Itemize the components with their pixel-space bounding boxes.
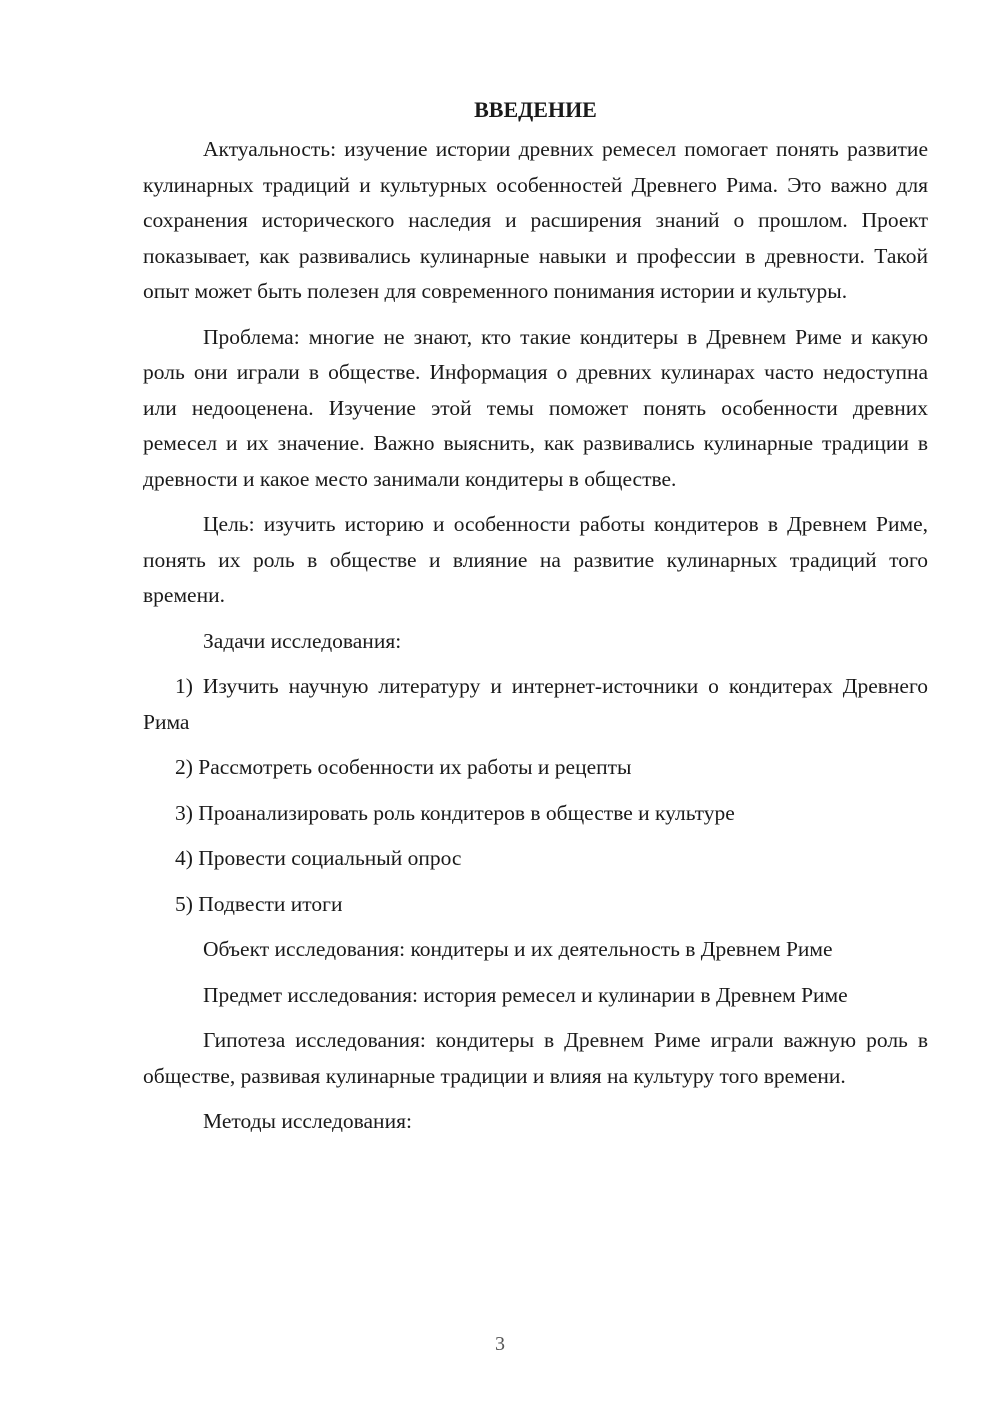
document-page — [143, 96, 928, 1150]
object-paragraph: Объект исследования: кондитеры и их деятельность в Древнем Риме — [203, 937, 833, 961]
task-item: 4) Провести социальный опрос — [175, 846, 462, 870]
subject-paragraph: Предмет исследования: история ремесел и кулинарии в Древнем Риме — [203, 982, 848, 1007]
goal-paragraph: Цель: изучить историю и особенности работы кондитеров в Древнем Риме, понять их роль в обществе и влияние на развитие кулинарных традиций того времени. — [143, 512, 928, 607]
hypothesis-paragraph: Гипотеза исследования: кондитеры в Древнем Риме играли важную роль в обществе, развивая кулинарные традиции и влияя на культуру того времени. — [143, 1028, 928, 1088]
task-item: 5) Подвести итоги — [175, 891, 343, 916]
relevance-paragraph: Актуальность: изучение истории древних ремесел помогает понять развитие кулинарных традиций и культурных особенностей Древнего Рима. Это важно для сохранения исторического наследия и расширения знаний о прошлом. Проект показывает, как развивались кулинарные навыки и профессии в древности. Такой опыт может быть полезен для современного понимания истории и культуры. — [143, 137, 928, 303]
task-item: 3) Проанализировать роль кондитеров в обществе и культуре — [175, 800, 735, 825]
methods-heading: Методы исследования: — [203, 1109, 412, 1133]
problem-paragraph: Проблема: многие не знают, кто такие кондитеры в Древнем Риме и какую роль они играли в обществе. Информация о древних кулинарах часто недоступна или недооценена. Изучение этой темы поможет понять особенности древних ремесел и их значение. Важно выяснить, как развивались кулинарные традиции в древности и какое место занимали кондитеры в обществе. — [143, 324, 928, 491]
task-item: 2) Рассмотреть особенности их работы и рецепты — [175, 755, 632, 779]
task-item: 1) Изучить научную литературу и интернет-источники о кондитерах Древнего Рима — [143, 674, 928, 734]
tasks-list — [143, 669, 928, 922]
page-number: 3 — [495, 1333, 505, 1355]
tasks-heading: Задачи исследования: — [203, 628, 402, 653]
page-title: ВВЕДЕНИЕ — [474, 97, 597, 122]
